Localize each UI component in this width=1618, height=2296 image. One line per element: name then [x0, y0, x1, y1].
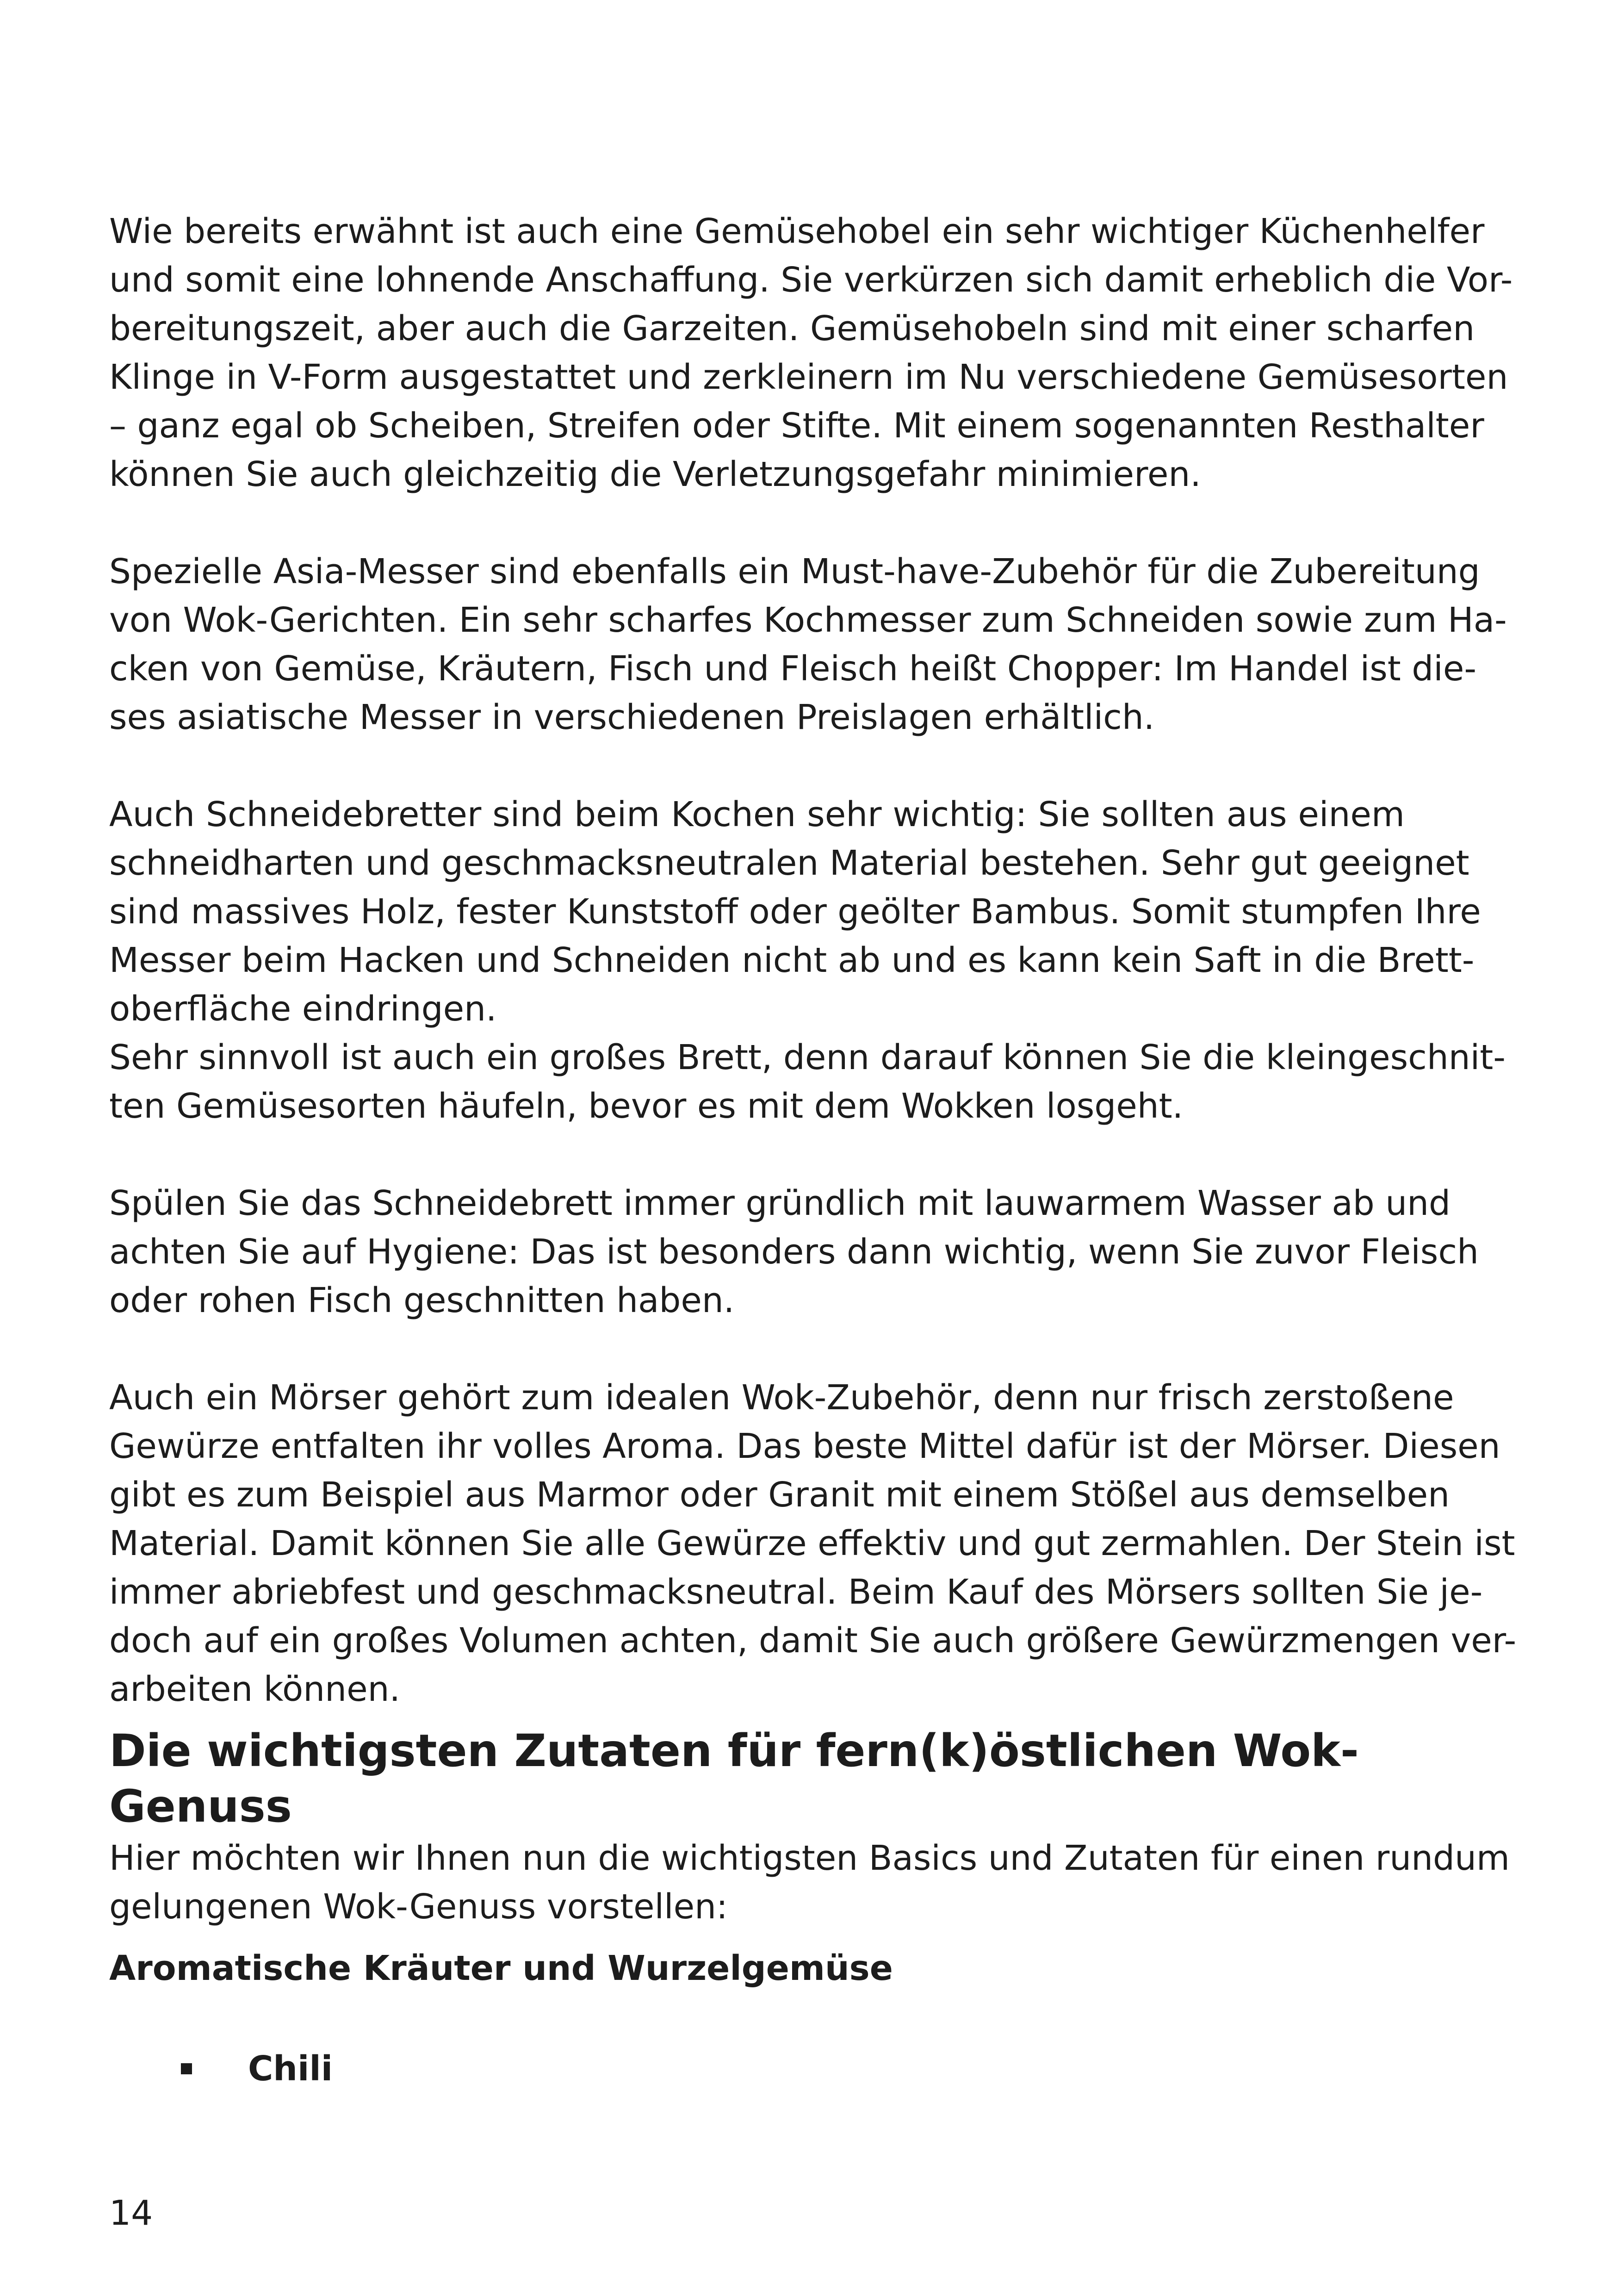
text-line: gelungenen Wok-Genuss vorstellen:	[109, 1887, 728, 1927]
paragraph-hygiene	[109, 1179, 1479, 1325]
text-line: Spezielle Asia-Messer sind ebenfalls ein Must-have-Zubehör für die Zubereitung	[109, 552, 1480, 591]
text-line: können Sie auch gleichzeitig die Verletzungsgefahr minimieren.	[109, 454, 1201, 494]
text-line: von Wok-Gerichten. Ein sehr scharfes Kochmesser zum Schneiden sowie zum Ha-	[109, 600, 1507, 640]
text-line: sind massives Holz, fester Kunststoff oder geölter Bambus. Somit stumpfen Ihre	[109, 892, 1481, 932]
paragraph-gemuesehobel	[109, 207, 1513, 499]
text-line: gibt es zum Beispiel aus Marmor oder Granit mit einem Stößel aus demselben	[109, 1475, 1450, 1515]
text-line: ten Gemüsesorten häufeln, bevor es mit dem Wokken losgeht.	[109, 1086, 1184, 1126]
text-line: Klinge in V-Form ausgestattet und zerkleinern im Nu verschiedene Gemüsesorten	[109, 357, 1508, 397]
text-line: Auch Schneidebretter sind beim Kochen sehr wichtig: Sie sollten aus einem	[109, 795, 1405, 834]
text-line: Wie bereits erwähnt ist auch eine Gemüsehobel ein sehr wichtiger Küchenhelfer	[109, 212, 1485, 251]
ingredient-list	[109, 2045, 1405, 2093]
text-line: Sehr sinnvoll ist auch ein großes Brett, denn darauf können Sie die kleingeschnit-	[109, 1038, 1506, 1077]
text-line: achten Sie auf Hygiene: Das ist besonders dann wichtig, wenn Sie zuvor Fleisch	[109, 1232, 1479, 1272]
list-item	[109, 2045, 1405, 2093]
text-line: cken von Gemüse, Kräutern, Fisch und Fleisch heißt Chopper: Im Handel ist die-	[109, 649, 1477, 689]
text-line: – ganz egal ob Scheiben, Streifen oder Stifte. Mit einem sogenannten Resthalter	[109, 406, 1484, 446]
text-line: ses asiatische Messer in verschiedenen Preislagen erhältlich.	[109, 697, 1155, 737]
section-heading: Die wichtigsten Zutaten für fern(k)östlichen Wok-Genuss	[109, 1725, 1359, 1832]
page-number: 14	[109, 2193, 153, 2233]
text-line: bereitungszeit, aber auch die Garzeiten. Gemüsehobeln sind mit einer scharfen	[109, 309, 1475, 348]
subsection-heading: Aromatische Kräuter und Wurzelgemüse	[109, 1948, 893, 1988]
list-item-label: Chili	[248, 2049, 333, 2089]
text-line: Hier möchten wir Ihnen nun die wichtigsten Basics und Zutaten für einen rundum	[109, 1838, 1510, 1878]
paragraph-grosses-brett	[109, 1033, 1506, 1131]
text-line: schneidharten und geschmacksneutralen Material bestehen. Sehr gut geeignet	[109, 843, 1469, 883]
text-line: doch auf ein großes Volumen achten, damit Sie auch größere Gewürzmengen ver-	[109, 1621, 1517, 1661]
paragraph-intro	[109, 1834, 1510, 1931]
paragraph-schneidebretter	[109, 790, 1481, 1033]
square-bullet-icon	[181, 2063, 192, 2074]
text-line: Gewürze entfalten ihr volles Aroma. Das beste Mittel dafür ist der Mörser. Diesen	[109, 1426, 1500, 1466]
text-line: Material. Damit können Sie alle Gewürze effektiv und gut zermahlen. Der Stein ist	[109, 1524, 1515, 1563]
text-line: und somit eine lohnende Anschaffung. Sie verkürzen sich damit erheblich die Vor-	[109, 260, 1513, 300]
text-line: Auch ein Mörser gehört zum idealen Wok-Zubehör, denn nur frisch zerstoßene	[109, 1378, 1454, 1418]
text-line: oberfläche eindringen.	[109, 989, 497, 1029]
page-content	[109, 207, 1517, 2093]
paragraph-moerser	[109, 1374, 1517, 1714]
text-line: Spülen Sie das Schneidebrett immer gründlich mit lauwarmem Wasser ab und	[109, 1183, 1451, 1223]
text-line: oder rohen Fisch geschnitten haben.	[109, 1281, 735, 1320]
paragraph-asia-messer	[109, 548, 1507, 742]
text-line: immer abriebfest und geschmacksneutral. Beim Kauf des Mörsers sollten Sie je-	[109, 1572, 1483, 1612]
text-line: Messer beim Hacken und Schneiden nicht ab und es kann kein Saft in die Brett-	[109, 940, 1475, 980]
text-line: arbeiten können.	[109, 1669, 401, 1709]
